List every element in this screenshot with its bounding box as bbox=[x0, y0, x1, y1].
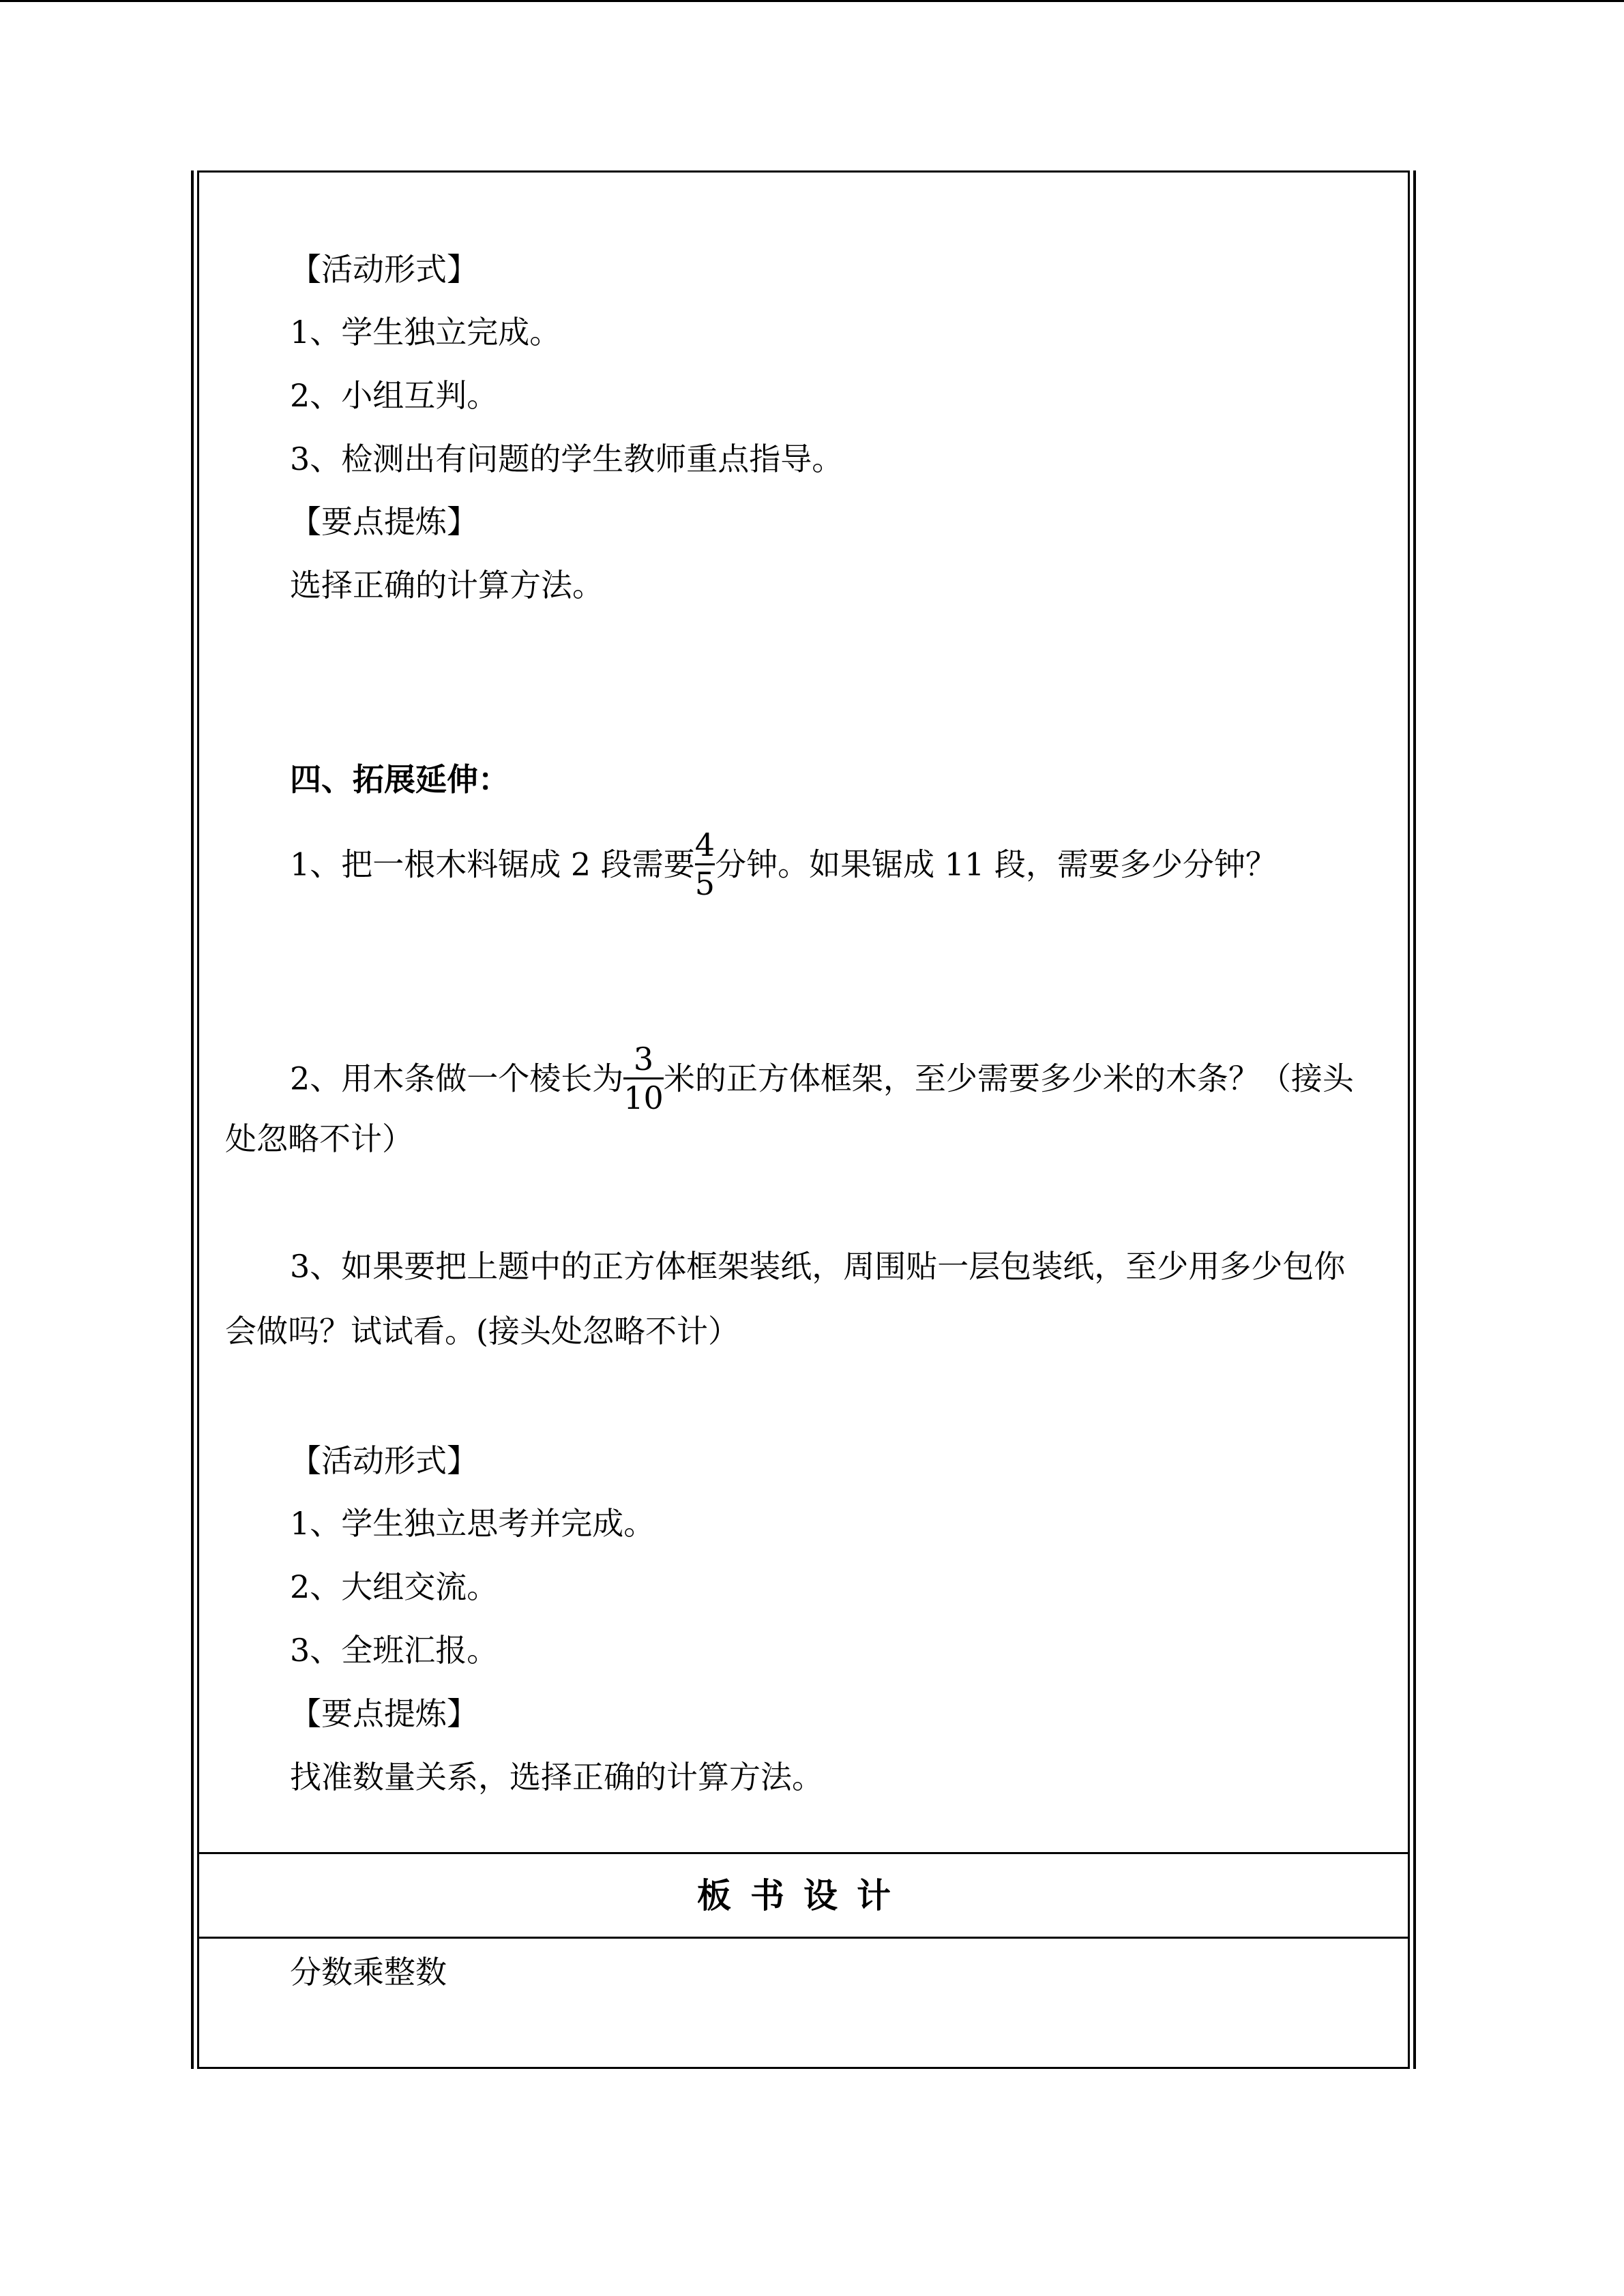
activity-item-1-2: 2、小组互判。 bbox=[290, 377, 499, 414]
question-3-line2: 会做吗？试试看。(接头处忽略不计） bbox=[225, 1313, 739, 1350]
keypoint-text-1: 选择正确的计算方法。 bbox=[290, 567, 604, 603]
question-2 bbox=[290, 1043, 1354, 1119]
table-right-inner-border bbox=[1408, 170, 1410, 2069]
fraction-numerator: 4 bbox=[695, 826, 715, 865]
question-3-line1: 3、如果要把上题中的正方体框架装纸，周围贴一层包装纸，至少用多少包你 bbox=[290, 1248, 1346, 1285]
fraction-four-fifths bbox=[695, 826, 715, 902]
fraction-denominator: 5 bbox=[694, 865, 715, 902]
question-2-after: 米的正方体框架，至少需要多少米的木条？（接头 bbox=[663, 1060, 1354, 1097]
activity-heading-1: 【活动形式】 bbox=[290, 251, 478, 288]
question-1-after: 分钟。如果锯成 11 段，需要多少分钟？ bbox=[715, 846, 1277, 883]
activity-item-1-1: 1、学生独立完成。 bbox=[290, 314, 561, 351]
fraction-numerator: 3 bbox=[623, 1041, 664, 1079]
activity-item-2-2: 2、大组交流。 bbox=[290, 1568, 499, 1605]
fraction-three-tenths bbox=[623, 1041, 664, 1116]
fraction-denominator: 10 bbox=[623, 1079, 664, 1116]
activity-item-2-1: 1、学生独立思考并完成。 bbox=[290, 1505, 655, 1542]
table-bottom-border bbox=[199, 2067, 1408, 2069]
page-top-rule bbox=[0, 0, 1624, 2]
table-right-outer-border bbox=[1413, 170, 1416, 2069]
activity-heading-2: 【活动形式】 bbox=[290, 1442, 478, 1479]
board-design-top-border bbox=[199, 1852, 1408, 1854]
board-design-header-border bbox=[199, 1937, 1408, 1939]
question-1-before: 1、把一根木料锯成 2 段需要 bbox=[290, 846, 695, 883]
board-design-title: 板书设计 bbox=[697, 1875, 910, 1915]
question-1 bbox=[290, 826, 1277, 905]
table-left-outer-border bbox=[191, 170, 194, 2069]
keypoint-text-2: 找准数量关系，选择正确的计算方法。 bbox=[290, 1759, 823, 1795]
table-top-border bbox=[199, 170, 1408, 173]
question-2-line2: 处忽略不计） bbox=[225, 1120, 413, 1157]
extension-heading: 四、拓展延伸： bbox=[290, 761, 510, 798]
keypoint-heading-2: 【要点提炼】 bbox=[290, 1695, 478, 1732]
activity-item-2-3: 3、全班汇报。 bbox=[290, 1632, 499, 1669]
question-2-before: 2、用木条做一个棱长为 bbox=[290, 1060, 624, 1097]
keypoint-heading-1: 【要点提炼】 bbox=[290, 503, 478, 540]
board-design-content: 分数乘整数 bbox=[290, 1954, 447, 1991]
activity-item-1-3: 3、检测出有问题的学生教师重点指导。 bbox=[290, 441, 844, 477]
table-left-inner-border bbox=[197, 170, 199, 2069]
